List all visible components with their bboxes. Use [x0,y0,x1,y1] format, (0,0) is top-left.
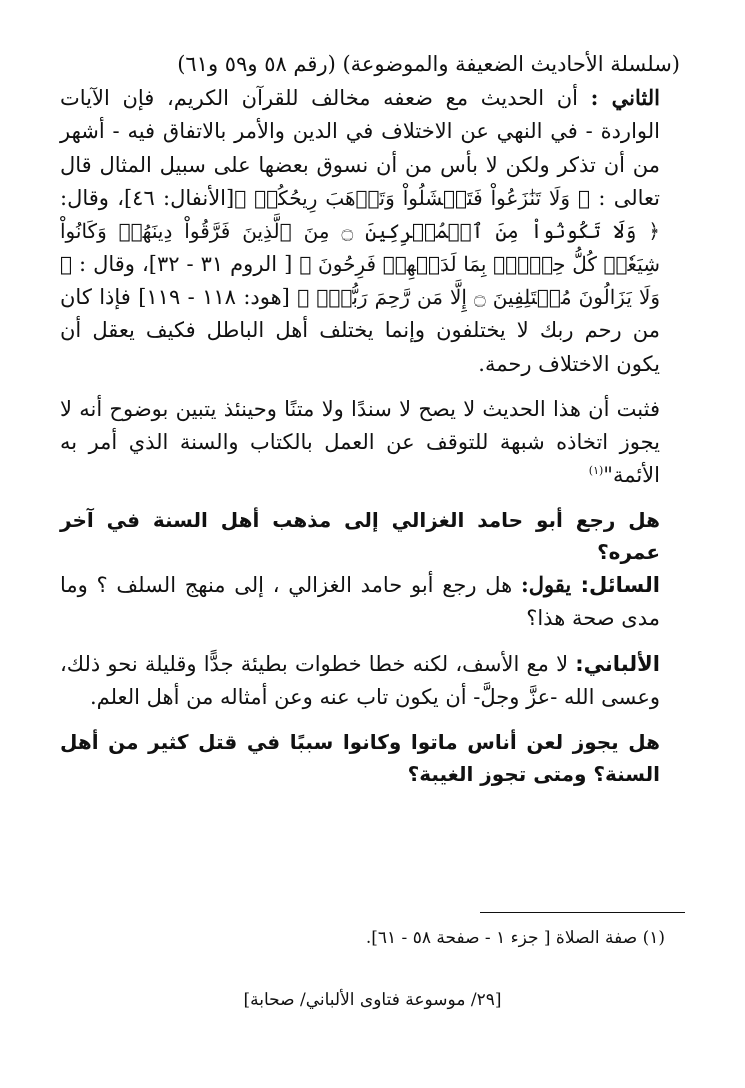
conclusion-text: فثبت أن هذا الحديث لا يصح لا سندًا ولا متنًا وحينئذ يتبين بوضوح أنه لا يجوز اتخاذه شبهة للتوقف عن العمل بالكتاب والسنة الذي أمر به الأئمة" [60,396,660,488]
second-point-text: أن الحديث مع ضعفه مخالف للقرآن الكريم، فإن الآيات الواردة - في النهي عن الاختلاف في الدين والأمر بالاتفاق فيه - أشهر من أن تذكر ولكن لا بأس من أن نسوق بعضها على سبيل المثال قال تعالى : [60,86,660,210]
ref-rum: [ الروم ٣١ - ٣٢] [148,252,293,277]
header-citation: (سلسلة الأحاديث الضعيفة والموضوعة) (رقم ٥٨ و٥٩ و٦١) [177,52,680,76]
paragraph-second-point [60,81,680,381]
footnote-reference-mark: (١) [588,464,604,478]
ref-anfal: [الأنفال: ٤٦] [123,185,235,210]
asker-label: السائل: [580,573,661,598]
footnote-divider [480,912,685,913]
footnote: (١) صفة الصلاة [ جزء ١ - صفحة ٥٨ - ٦١]. [365,928,665,948]
question-cursing-heading: هل يجوز لعن أناس ماتوا وكانوا سببًا في قتل كثير من أهل السنة؟ ومتى تجوز الغيبة؟ [60,729,660,786]
quran-verse-anfal: ﴿ وَلَا تَنَٰزَعُواْ فَتَفۡشَلُواْ وَتَذۡهَبَ رِيحُكُمۡ ﴾ [234,185,591,210]
paragraph-asker [60,568,680,635]
page-body [60,48,680,790]
ref-hud: [هود: ١١٨ - ١١٩] [138,285,290,310]
page-footer: [٢٩/ موسوعة فتاوى الألباني/ صحابة] [243,990,502,1010]
quran-verse-rum: ﴿ وَلَا تَكُونُواْ مِنَ ٱلۡمُشۡرِكِينَ ۝ مِنَ ٱلَّذِينَ فَرَّقُواْ دِينَهُمۡ وَكَانُواْ شِيَعٗاۖ كُلُّ حِزۡبِۭ بِمَا لَدَيۡهِمۡ فَرِحُونَ ﴾ [60,218,660,277]
albani-text: لا مع الأسف، لكنه خطا خطوات بطيئة جدًّا وقليلة نحو ذلك، وعسى الله -عزَّ وجلَّ- أن يكون تاب عنه وعن أمثاله من أهل العلم. [60,651,660,709]
and-said-2: ، وقال : [72,252,149,277]
quran-verse-hud: ﴿ وَلَا يَزَالُونَ مُخۡتَلِفِينَ ۝ إِلَّا مَن رَّحِمَ رَبُّكَۚ ﴾ [60,252,661,310]
albani-label: الألباني: [575,651,660,676]
paragraph-conclusion [60,393,680,493]
and-said-1: ، وقال: [60,185,124,210]
asker-text: هل رجع أبو حامد الغزالي ، إلى منهج السلف ؟ وما مدى صحة هذا؟ [60,573,660,631]
question-ghazali-heading: هل رجع أبو حامد الغزالي إلى مذهب أهل السنة في آخر عمره؟ [60,508,660,565]
asker-says: يقول: [520,572,581,598]
second-point-label: الثاني : [590,85,660,111]
paragraph-albani [60,648,680,714]
second-point-conclusion: فإذا كان من رحم ربك لا يختلفون وإنما يختلف أهل الباطل فكيف يعقل أن يكون الاختلاف رحمة. [60,285,660,376]
